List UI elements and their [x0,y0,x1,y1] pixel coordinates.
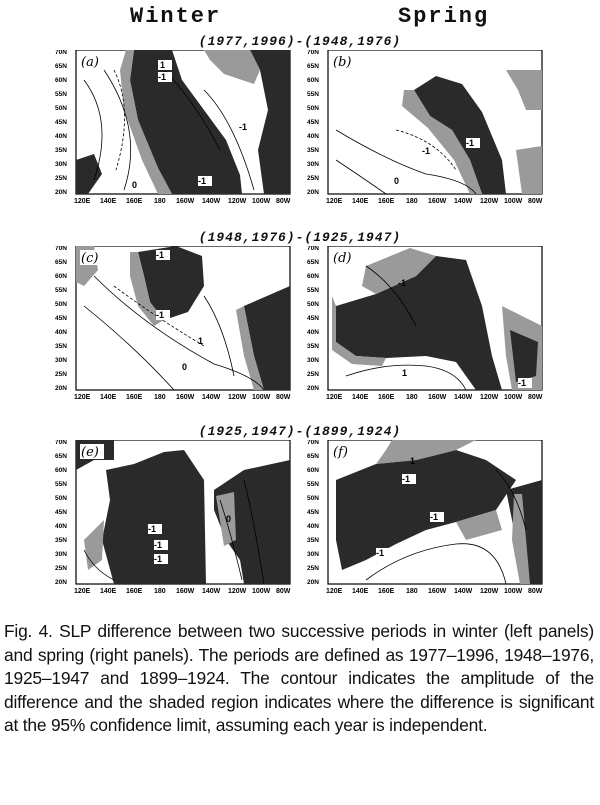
panel-label-e: (e) [81,445,99,460]
contour-label: 1 [402,368,408,378]
lon-tick: 120E [326,198,343,204]
contour-label: -1 [154,540,163,550]
lat-tick: 30N [55,161,67,168]
lat-tick: 25N [307,371,319,378]
panel-b [306,50,546,204]
lon-tick: 80W [276,588,291,594]
lat-axis [307,50,319,196]
contour-label: -1 [466,138,475,148]
lat-tick: 50N [307,495,319,502]
contour-label: -1 [422,146,431,156]
lon-tick: 160E [378,198,395,204]
lon-tick: 80W [528,394,543,400]
contour-label: -1 [154,554,163,564]
lat-tick: 65N [307,63,319,70]
lat-tick: 30N [307,161,319,168]
lat-tick: 35N [55,537,67,544]
lon-axis [74,394,291,400]
lat-tick: 30N [55,357,67,364]
period-label-1: (1977,1996)-(1948,1976) [198,34,402,49]
lon-tick: 120W [480,394,499,400]
lat-tick: 55N [307,287,319,294]
lon-tick: 180 [406,394,418,400]
lon-axis [74,588,291,594]
lon-tick: 140W [202,198,221,204]
lon-tick: 100W [252,394,271,400]
lon-tick: 120E [74,394,91,400]
lon-tick: 120W [228,394,247,400]
lon-tick: 140E [100,588,117,594]
lat-tick: 50N [307,105,319,112]
lon-tick: 140E [100,198,117,204]
lat-tick: 20N [55,385,67,392]
lat-tick: 25N [55,565,67,572]
lat-tick: 35N [55,343,67,350]
contour-label: 0 [394,176,400,186]
lat-axis [55,246,67,392]
lat-tick: 70N [307,246,319,252]
contour-label: 1 [198,336,204,346]
contour-label: -1 [239,122,248,132]
lon-tick: 160E [126,588,143,594]
lat-tick: 35N [307,537,319,544]
lon-tick: 120W [228,198,247,204]
lon-tick: 140E [352,394,369,400]
lon-tick: 160W [428,394,447,400]
lon-tick: 80W [276,198,291,204]
contour-label: -1 [402,474,411,484]
contour-label: 0 [226,514,232,524]
lon-tick: 140E [352,198,369,204]
figure-caption: Fig. 4. SLP difference between two successive periods in winter (left panels) and spring (right panels). The periods are defined as 1977–1996, 1948–1976, 1925–1947 and 1899–1924. The contour indicates the amplitude of the difference and the shaded region indicates where the difference is significant at the 95% confidence limit, assuming each year is independent. [4,621,594,735]
lat-tick: 40N [55,329,67,336]
lat-tick: 60N [55,77,67,84]
lat-tick: 45N [307,119,319,126]
panel-d [306,246,546,400]
lon-tick: 120W [480,198,499,204]
lat-tick: 20N [55,189,67,196]
lon-tick: 120W [480,588,499,594]
lat-tick: 60N [55,273,67,280]
lat-tick: 70N [307,440,319,446]
lon-tick: 140E [352,588,369,594]
lat-tick: 65N [55,63,67,70]
lat-tick: 70N [55,50,67,56]
lon-tick: 160W [176,588,195,594]
lat-tick: 45N [55,509,67,516]
lat-tick: 55N [307,91,319,98]
panel-a [54,50,294,204]
contour-label: -1 [156,250,165,260]
lon-axis [326,588,543,594]
period-label-3: (1925,1947)-(1899,1924) [198,424,402,439]
lat-tick: 55N [307,481,319,488]
contour-label: -1 [398,278,407,288]
lat-tick: 60N [307,77,319,84]
lat-tick: 55N [55,91,67,98]
panel-label-f: (f) [333,445,348,460]
lon-tick: 160E [378,394,395,400]
lon-tick: 180 [154,588,166,594]
lat-tick: 20N [55,579,67,586]
lat-tick: 45N [307,315,319,322]
lat-tick: 35N [307,343,319,350]
lat-tick: 30N [307,551,319,558]
contour-label: -1 [148,524,157,534]
panel-e [54,440,294,594]
contour-label: -1 [158,72,167,82]
lon-tick: 160E [378,588,395,594]
season-title-spring: Spring [398,4,490,29]
lat-tick: 50N [55,301,67,308]
contour-label: -1 [430,512,439,522]
lon-tick: 180 [406,198,418,204]
lat-tick: 70N [55,440,67,446]
contour-label: -1 [198,176,207,186]
contour-label: 1 [160,60,166,70]
lat-tick: 20N [307,189,319,196]
lon-tick: 140E [100,394,117,400]
lat-tick: 25N [55,371,67,378]
lat-tick: 35N [55,147,67,154]
lon-tick: 160W [176,394,195,400]
lat-tick: 65N [307,259,319,266]
lat-tick: 50N [55,495,67,502]
lat-tick: 70N [55,246,67,252]
lon-tick: 80W [528,588,543,594]
contour-label: -1 [518,378,527,388]
lat-tick: 65N [55,259,67,266]
lon-tick: 100W [504,198,523,204]
lon-tick: 120E [74,198,91,204]
lat-axis [55,440,67,586]
panel-f [306,440,546,594]
lat-tick: 20N [307,385,319,392]
panel-label-d: (d) [333,251,352,266]
lon-tick: 140W [454,588,473,594]
lon-tick: 140W [202,394,221,400]
period-label-2: (1948,1976)-(1925,1947) [198,230,402,245]
lon-tick: 160E [126,198,143,204]
lon-tick: 160W [428,588,447,594]
lon-tick: 100W [252,588,271,594]
lat-tick: 40N [55,133,67,140]
lat-tick: 45N [55,315,67,322]
lon-tick: 160W [428,198,447,204]
lon-tick: 100W [504,394,523,400]
lat-tick: 35N [307,147,319,154]
lat-axis [55,50,67,196]
lat-tick: 50N [55,105,67,112]
lon-tick: 140W [454,394,473,400]
lat-tick: 20N [307,579,319,586]
lon-axis [74,198,291,204]
lat-tick: 65N [55,453,67,460]
lat-tick: 60N [307,467,319,474]
lon-tick: 180 [154,198,166,204]
lat-tick: 30N [307,357,319,364]
lon-axis [326,198,543,204]
lat-tick: 45N [55,119,67,126]
lat-tick: 30N [55,551,67,558]
lat-tick: 55N [55,287,67,294]
lat-tick: 40N [307,523,319,530]
lat-tick: 40N [307,133,319,140]
lat-tick: 25N [307,565,319,572]
lat-tick: 60N [55,467,67,474]
lon-tick: 120E [326,588,343,594]
contour-label: 0 [182,362,188,372]
lon-tick: 80W [528,198,543,204]
lon-tick: 100W [252,198,271,204]
lon-tick: 140W [202,588,221,594]
lon-tick: 80W [276,394,291,400]
lat-tick: 25N [55,175,67,182]
panel-label-a: (a) [81,55,99,70]
contour-label: -1 [376,548,385,558]
panel-c [54,246,294,400]
lon-tick: 120E [74,588,91,594]
lon-tick: 160W [176,198,195,204]
lat-axis [307,440,319,586]
lat-tick: 65N [307,453,319,460]
lon-tick: 120W [228,588,247,594]
lat-tick: 50N [307,301,319,308]
lat-tick: 60N [307,273,319,280]
lon-tick: 120E [326,394,343,400]
lon-axis [326,394,543,400]
lon-tick: 140W [454,198,473,204]
season-title-winter: Winter [130,4,222,29]
lon-tick: 160E [126,394,143,400]
lat-tick: 25N [307,175,319,182]
lon-tick: 100W [504,588,523,594]
lon-tick: 180 [154,394,166,400]
lat-tick: 55N [55,481,67,488]
panel-label-b: (b) [333,55,352,70]
lat-tick: 70N [307,50,319,56]
contour-label: 0 [132,180,138,190]
lat-tick: 40N [55,523,67,530]
contour-label: 1 [410,456,416,466]
lat-tick: 45N [307,509,319,516]
lon-tick: 180 [406,588,418,594]
lat-axis [307,246,319,392]
panel-label-c: (c) [81,251,99,266]
contour-label: -1 [156,310,165,320]
lat-tick: 40N [307,329,319,336]
